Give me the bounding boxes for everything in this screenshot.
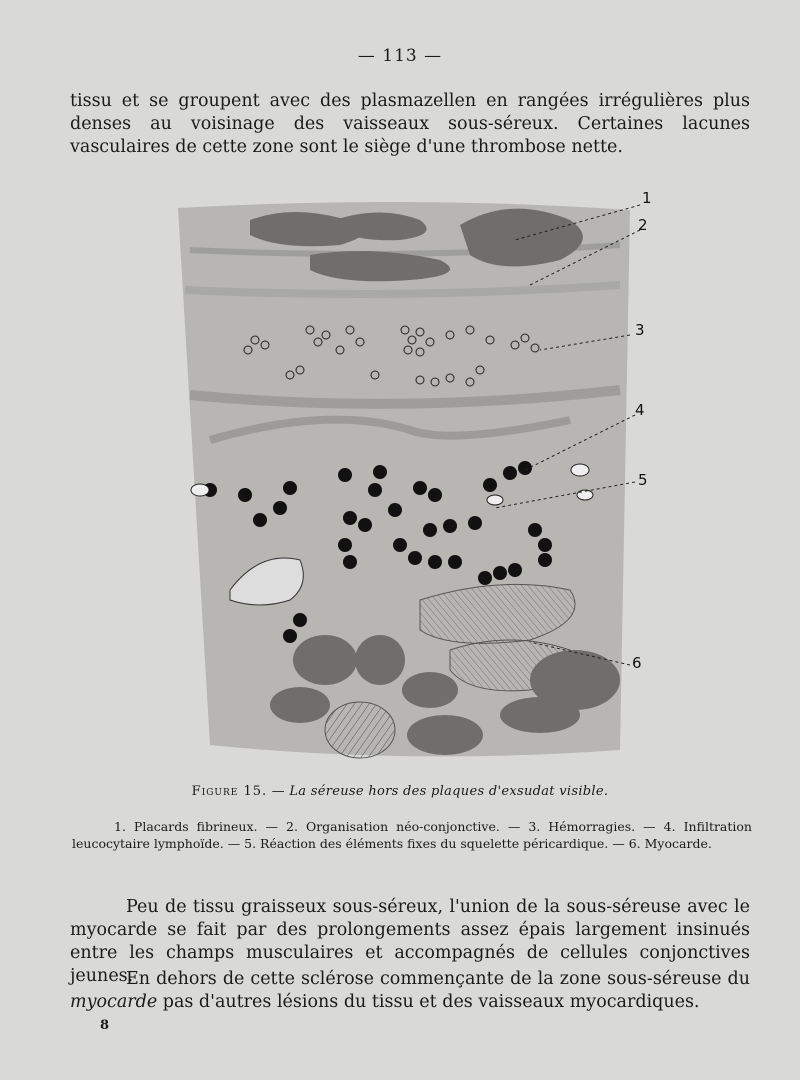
- histology-figure: [150, 190, 670, 770]
- paragraph-bottom: [70, 968, 750, 1014]
- figure-caption: [0, 784, 800, 799]
- paragraph-top: tissu et se groupent avec des plasmazellen en rangées irrégulières plus denses au voisinage des vaisseaux sous-séreux. Certaines lacunes vasculaires de cette zone sont le siège d'une thrombose nette.: [70, 91, 750, 157]
- figure-legend: 1. Placards fibrineux. — 2. Organisation néo-conjonctive. — 3. Hémorragies. — 4. Infiltration leucocytaire lymphoïde. — 5. Réaction des éléments fixes du squelette péricardique. — 6. Myocarde.: [72, 819, 752, 851]
- paragraph-bottom-end: pas d'autres lésions du tissu et des vaisseaux myocardiques.: [157, 992, 700, 1012]
- myocardium-bundle: [293, 635, 357, 685]
- myocardium-bundle: [407, 715, 483, 755]
- myocardium-bundle: [355, 635, 405, 685]
- figure-label-6: 6: [632, 654, 642, 672]
- paragraph-bottom-start: En dehors de cette sclérose commençante de la zone sous-séreuse du: [126, 969, 750, 989]
- myocardium-bundle: [500, 697, 580, 733]
- signature-number: 8: [100, 1018, 110, 1033]
- figure-label-1: 1: [642, 190, 652, 207]
- paragraph-bottom-emphasis: myocarde: [70, 992, 158, 1012]
- figure-caption-label: Figure 15.: [191, 784, 268, 799]
- page-number: — 113 —: [357, 46, 443, 66]
- figure-caption-title: La séreuse hors des plaques d'exsudat visible.: [289, 784, 609, 799]
- figure-illustration: [150, 190, 670, 770]
- myocardium-bundle: [325, 702, 395, 758]
- figure-label-3: 3: [635, 321, 645, 339]
- figure-label-5: 5: [638, 471, 648, 489]
- figure-caption-dash: —: [267, 784, 290, 799]
- myocardium-bundle: [270, 687, 330, 723]
- figure-label-2: 2: [638, 216, 648, 234]
- paragraph-middle: Peu de tissu graisseux sous-séreux, l'union de la sous-séreuse avec le myocarde se fait par des prolongements assez épais largement insinués entre les champs musculaires et accompagnés de cellules conjonctives jeunes.: [70, 897, 750, 986]
- figure-labels: [632, 190, 652, 672]
- figure-label-4: 4: [635, 401, 645, 419]
- myocardium-bundle: [402, 672, 458, 708]
